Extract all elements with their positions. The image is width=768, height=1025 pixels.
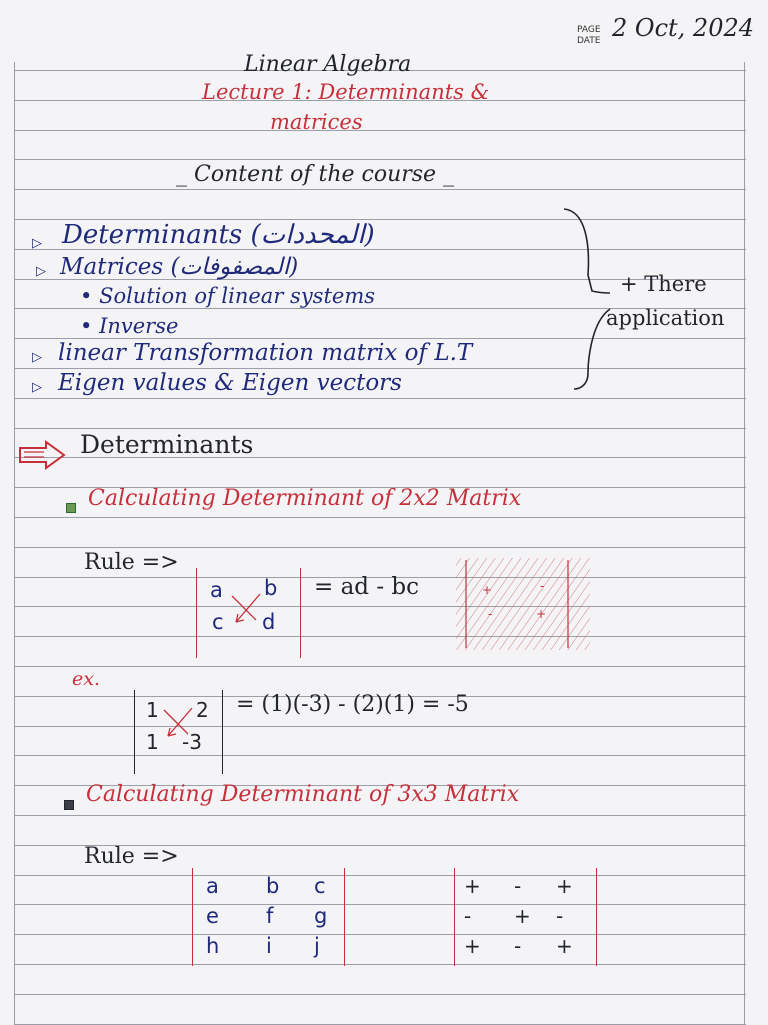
list-item-determinants: Determinants (المحددات) (62, 220, 375, 250)
matrix-bar-right (300, 568, 301, 658)
formula-2x2: = ad - bc (314, 574, 420, 600)
ruled-line (14, 726, 746, 727)
ruled-line (14, 934, 746, 935)
example-result: = (1)(-3) - (2)(1) = -5 (236, 692, 469, 717)
matrix3-cell: i (266, 934, 272, 958)
lecture-title-cont: matrices (270, 110, 363, 134)
lecture-title: Lecture 1: Determinants & (202, 80, 490, 104)
matrix3-cell: h (206, 934, 220, 958)
sign-minus-2: - (488, 607, 493, 621)
example-cell-d: -3 (182, 730, 202, 754)
ruled-line (14, 547, 746, 548)
ruled-line (14, 994, 746, 995)
example-bar-left (134, 690, 135, 774)
note-there: + There (620, 272, 707, 296)
sign-cell: - (514, 874, 522, 898)
list-item-matrices: Matrices (المصفوفات) (60, 254, 299, 280)
matrix-cell-b: b (264, 576, 278, 600)
sign-plus-2: + (536, 607, 547, 621)
ruled-line (14, 666, 746, 667)
cross-arrows-icon (160, 704, 196, 740)
section-title: Determinants (80, 430, 254, 459)
sign-minus-1: - (540, 579, 545, 593)
ruled-line (14, 815, 746, 816)
matrix3-cell: g (314, 904, 328, 928)
sign-pattern-2x2 (448, 552, 598, 656)
matrix-cell-c: c (212, 610, 224, 634)
matrix3-cell: b (266, 874, 280, 898)
sub-heading-2x2: Calculating Determinant of 2x2 Matrix (88, 486, 522, 511)
cross-arrows-icon (226, 590, 266, 630)
ruled-line (14, 904, 746, 905)
list-item-inverse: • Inverse (80, 314, 179, 338)
date-value: 2 Oct, 2024 (612, 14, 754, 42)
ruled-line (14, 517, 746, 518)
page-label: PAGE (577, 25, 601, 35)
ruled-line (14, 606, 746, 607)
example-cell-b: 2 (196, 698, 209, 722)
brace-and-arrow-graphic (560, 205, 750, 395)
ruled-line (14, 130, 746, 131)
matrix3-cell: c (314, 874, 326, 898)
content-heading: _ Content of the course _ (176, 162, 455, 187)
ruled-line (14, 189, 746, 190)
square-bullet-icon (66, 503, 76, 513)
matrix3-bar-right (344, 868, 345, 966)
ruled-line (14, 964, 746, 965)
matrix-bar-left (196, 568, 197, 658)
example-cell-a: 1 (146, 698, 159, 722)
list-item-linear-transformation: linear Transformation matrix of L.T (58, 340, 473, 366)
ruled-line (14, 875, 746, 876)
left-margin-line (14, 62, 15, 1024)
ruled-line (14, 636, 746, 637)
triangle-bullet-icon: ▷ (32, 380, 42, 395)
signs-bar-right (596, 868, 597, 966)
course-title: Linear Algebra (244, 52, 412, 77)
sign-cell: - (464, 904, 472, 928)
sign-plus-1: + (482, 583, 493, 597)
example-cell-c: 1 (146, 730, 159, 754)
matrix-cell-d: d (262, 610, 276, 634)
signs-bar-left (454, 868, 455, 966)
matrix-cell-a: a (210, 578, 223, 602)
rule-label-2: Rule => (84, 844, 179, 869)
square-bullet-icon (64, 800, 74, 810)
list-item-inverse-text: Inverse (99, 314, 179, 338)
sub-heading-3x3: Calculating Determinant of 3x3 Matrix (86, 782, 520, 807)
note-application: application (606, 306, 725, 330)
triangle-bullet-icon: ▷ (36, 264, 46, 279)
sign-cell: + (464, 934, 481, 958)
ruled-line (14, 428, 746, 429)
triangle-bullet-icon: ▷ (32, 350, 42, 365)
ruled-line (14, 755, 746, 756)
matrix3-cell: a (206, 874, 219, 898)
sign-cell: - (514, 934, 522, 958)
ruled-line (14, 159, 746, 160)
ruled-line (14, 398, 746, 399)
list-item-linear-systems: • Solution of linear systems (80, 284, 376, 308)
matrix3-cell: j (314, 934, 320, 958)
example-bar-right (222, 690, 223, 774)
triangle-bullet-icon: ▷ (32, 236, 42, 251)
arrow-right-icon (18, 440, 68, 470)
list-item-linear-systems-text: Solution of linear systems (99, 284, 376, 308)
sign-cell: + (556, 874, 573, 898)
list-item-eigen: Eigen values & Eigen vectors (58, 370, 402, 396)
example-label: ex. (72, 668, 100, 690)
matrix3-bar-left (192, 868, 193, 966)
matrix3-cell: e (206, 904, 219, 928)
date-label: DATE (577, 36, 601, 46)
matrix3-cell: f (266, 904, 274, 928)
sign-cell: + (556, 934, 573, 958)
sign-cell: - (556, 904, 564, 928)
sign-cell: + (514, 904, 531, 928)
rule-label: Rule => (84, 550, 179, 575)
sign-cell: + (464, 874, 481, 898)
